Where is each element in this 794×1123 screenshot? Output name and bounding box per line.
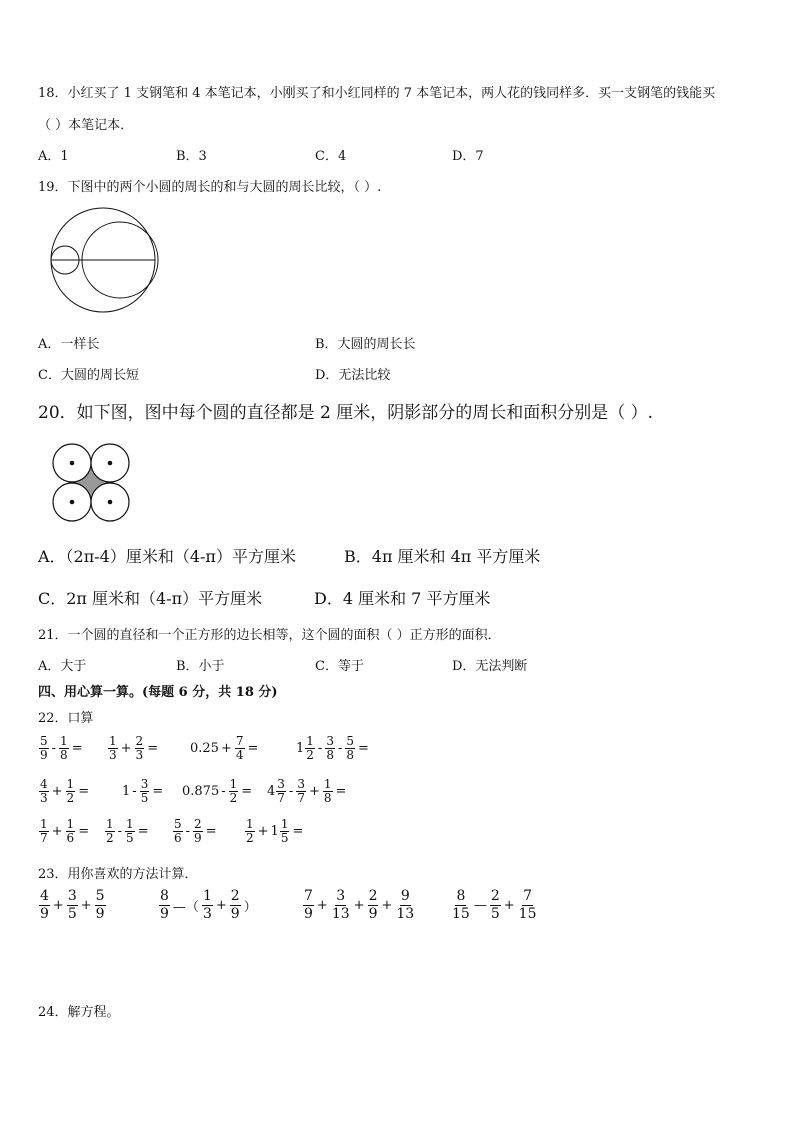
q19-option-b: B．大圆的周长长 — [315, 337, 416, 352]
center-dot — [108, 461, 113, 466]
fraction: $\frac{5}{8}$ — [346, 734, 355, 762]
fraction: $\frac{7}{15}$ — [518, 888, 537, 922]
q22-expr-12: $\frac{1}{2}$ + 1 $\frac{1}{5}$ = — [246, 817, 304, 845]
q19-stem: 19．下图中的两个小圆的周长的和与大圆的周长比较，（ ）. — [38, 180, 382, 195]
fraction: $\frac{1}{8}$ — [323, 777, 332, 805]
q23-expr-2: $\frac{8}{9}$ —（ $\frac{1}{3}$ + $\frac{2}{9}$ ） — [160, 888, 257, 922]
center-dot — [108, 500, 113, 505]
q22-expr-7: 0.875 - $\frac{1}{2}$ = — [182, 777, 253, 805]
q20-option-c: C．2π 厘米和（4-π）平方厘米 — [38, 589, 263, 608]
fraction: $\frac{2}{9}$ — [230, 888, 240, 922]
center-dot — [70, 500, 75, 505]
q20-option-a: A．（2π-4）厘米和（4-π）平方厘米 — [38, 547, 296, 566]
fraction: $\frac{1}{2}$ — [106, 817, 114, 845]
fraction: $\frac{3}{8}$ — [326, 734, 334, 762]
q18-option-d: D．7 — [452, 149, 484, 164]
fraction: $\frac{1}{7}$ — [40, 817, 48, 845]
fraction: $\frac{7}{4}$ — [235, 734, 244, 762]
fraction: $\frac{1}{3}$ — [202, 888, 212, 922]
fraction: $\frac{5}{9}$ — [40, 734, 48, 762]
q21-stem: 21．一个圆的直径和一个正方形的边长相等，这个圆的面积（ ）正方形的面积． — [38, 628, 501, 643]
q24-title: 24．解方程。 — [38, 1005, 120, 1020]
q22-expr-3: 0.25 + $\frac{7}{4}$ = — [190, 734, 259, 762]
q22-title: 22．口算 — [38, 711, 94, 726]
fraction: $\frac{1}{2}$ — [246, 817, 254, 845]
q22-expr-2: $\frac{1}{3}$ + $\frac{2}{3}$ = — [109, 734, 159, 762]
q21-option-d: D．无法判断 — [452, 659, 528, 674]
q18-stem-line2: （ ）本笔记本． — [38, 118, 134, 133]
fraction: $\frac{2}{5}$ — [490, 888, 500, 922]
q18-option-b: B．3 — [176, 149, 207, 164]
q23-expr-1: $\frac{4}{9}$ + $\frac{3}{5}$ + $\frac{5}{9}$ — [40, 888, 105, 922]
q22-expr-8: 4 $\frac{3}{7}$ - $\frac{3}{7}$ + $\frac{1}{8}$ = — [267, 777, 347, 805]
fraction: $\frac{5}{9}$ — [95, 888, 105, 922]
fraction: $\frac{2}{9}$ — [368, 888, 378, 922]
fraction: $\frac{3}{13}$ — [331, 888, 350, 922]
q22-expr-6: 1 - $\frac{3}{5}$ = — [122, 777, 164, 805]
fraction: $\frac{1}{2}$ — [306, 734, 314, 762]
q20-option-d: D．4 厘米和 7 平方厘米 — [314, 589, 491, 608]
fraction: $\frac{1}{2}$ — [229, 777, 238, 805]
q18-option-c: C．4 — [315, 149, 347, 164]
fraction: $\frac{1}{5}$ — [126, 817, 134, 845]
q19-option-a: A．一样长 — [38, 337, 100, 352]
q21-option-a: A．大于 — [38, 659, 87, 674]
fraction: $\frac{7}{9}$ — [304, 888, 313, 922]
q18-option-a: A．1 — [38, 149, 69, 164]
q20-four-circles-figure — [50, 442, 134, 524]
q20-stem: 20．如下图，图中每个圆的直径都是 2 厘米，阴影部分的周长和面积分别是（ ）. — [38, 403, 654, 423]
fraction: $\frac{2}{3}$ — [135, 734, 144, 762]
fraction: $\frac{9}{13}$ — [396, 888, 415, 922]
q20-option-b: B．4π 厘米和 4π 平方厘米 — [344, 547, 541, 566]
fraction: $\frac{8}{15}$ — [452, 888, 470, 922]
section-4-heading: 四、用心算一算。(每题 6 分，共 18 分) — [38, 685, 278, 700]
q19-option-c: C．大圆的周长短 — [38, 368, 139, 383]
fraction: $\frac{8}{9}$ — [160, 888, 169, 922]
q19-circles-figure — [44, 204, 164, 316]
fraction: $\frac{4}{3}$ — [40, 777, 48, 805]
fraction: $\frac{3}{5}$ — [67, 888, 77, 922]
fraction: $\frac{1}{6}$ — [66, 817, 75, 845]
q23-title: 23．用你喜欢的方法计算． — [38, 867, 198, 882]
fraction: $\frac{1}{8}$ — [60, 734, 68, 762]
q19-option-d: D．无法比较 — [315, 368, 391, 383]
q23-expr-4: $\frac{8}{15}$ — $\frac{2}{5}$ + $\frac{7}{15}$ — [452, 888, 537, 922]
q22-expr-5: $\frac{4}{3}$ + $\frac{1}{2}$ = — [40, 777, 90, 805]
fraction: $\frac{3}{7}$ — [277, 777, 285, 805]
q22-expr-10: $\frac{1}{2}$ - $\frac{1}{5}$ = — [106, 817, 149, 845]
fraction: $\frac{1}{5}$ — [280, 817, 289, 845]
q18-stem-line1: 18．小红买了 1 支钢笔和 4 本笔记本，小刚买了和小红同样的 7 本笔记本，两人花的钱同样多．买一支钢笔的钱能买 — [38, 86, 716, 101]
fraction: $\frac{2}{9}$ — [194, 817, 202, 845]
q21-option-b: B．小于 — [176, 659, 225, 674]
fraction: $\frac{1}{3}$ — [109, 734, 117, 762]
fraction: $\frac{3}{5}$ — [140, 777, 149, 805]
fraction: $\frac{4}{9}$ — [40, 888, 49, 922]
q22-expr-9: $\frac{1}{7}$ + $\frac{1}{6}$ = — [40, 817, 90, 845]
q23-expr-3: $\frac{7}{9}$ + $\frac{3}{13}$ + $\frac{2}{9}$ + $\frac{9}{13}$ — [304, 888, 415, 922]
q22-expr-4: 1 $\frac{1}{2}$ - $\frac{3}{8}$ - $\frac{5}{8}$ = — [296, 734, 369, 762]
q22-expr-1: $\frac{5}{9}$ - $\frac{1}{8}$ = — [40, 734, 83, 762]
fraction: $\frac{1}{2}$ — [66, 777, 75, 805]
q22-expr-11: $\frac{5}{6}$ - $\frac{2}{9}$ = — [174, 817, 217, 845]
fraction: $\frac{3}{7}$ — [297, 777, 305, 805]
q21-option-c: C．等于 — [315, 659, 364, 674]
fraction: $\frac{5}{6}$ — [174, 817, 182, 845]
center-dot — [70, 461, 75, 466]
